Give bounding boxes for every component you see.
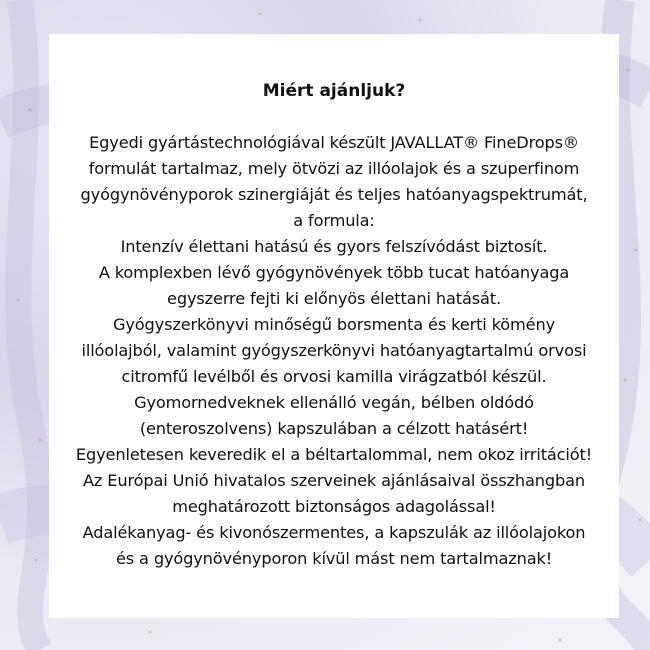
text-line: Adalékanyag- és kivonószermentes, a kapszulák az illóolajokon <box>82 523 586 542</box>
text-line: Egyenletesen keveredik el a béltartalommal, nem okoz irritációt! <box>75 445 593 464</box>
text-line: Gyomornedveknek ellenálló vegán, bélben oldódó <box>134 393 534 412</box>
text-line: meghatározott biztonságos adagolással! <box>172 497 496 516</box>
text-line: Gyógyszerkönyvi minőségű borsmenta és kerti kömény <box>112 315 556 334</box>
content-card <box>49 34 619 618</box>
text-line: a formula: <box>293 211 375 230</box>
text-line: egyszerre fejti ki előnyös élettani hatását. <box>167 289 501 308</box>
text-line: gyógynövényporok szinergiáját és teljes hatóanyagspektrumát, <box>80 185 588 204</box>
text-line: Intenzív élettani hatású és gyors felszívódást biztosít. <box>120 237 548 256</box>
text-line: illóolajból, valamint gyógyszerkönyvi hatóanyagtartalmú orvosi <box>81 341 587 360</box>
text-line: Egyedi gyártástechnológiával készült JAVALLAT® FineDrops® <box>89 133 579 152</box>
text-line: és a gyógynövényporon kívül mást nem tartalmaznak! <box>115 549 553 568</box>
heading: Miért ajánljuk? <box>262 81 406 101</box>
text-line: (enteroszolvens) kapszulában a célzott hatásért! <box>139 419 529 438</box>
body-text <box>53 130 615 572</box>
text-line: Az Európai Unió hivatalos szerveinek ajánlásaival összhangban <box>82 471 585 490</box>
text-line: A komplexben lévő gyógynövények több tucat hatóanyaga <box>98 263 570 282</box>
text-line: citromfű levélből és orvosi kamilla virágzatból készül. <box>121 367 547 386</box>
text-line: formulát tartalmaz, mely ötvözi az illóolajok és a szuperfinom <box>88 159 580 178</box>
